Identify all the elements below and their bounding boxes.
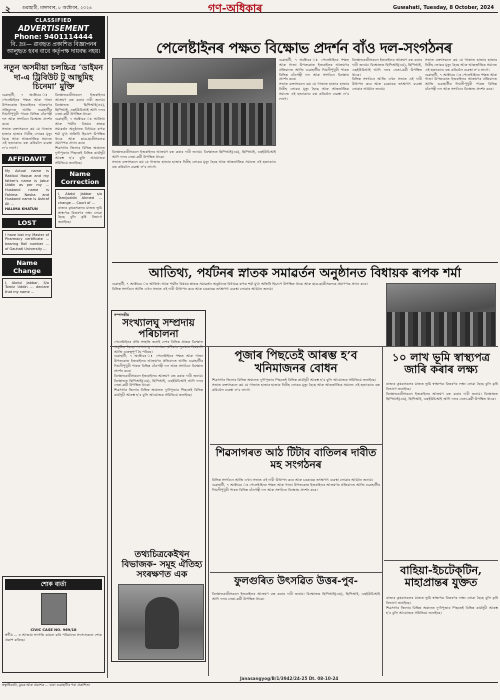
- main-story-body: গুৱাহাটী, ৭ অক্টোবৰ ঃ পেলেষ্টাইনৰ পক্ষত আৰু গাজা উপত্যকাত ইজৰাইলৰ আক্ৰমণৰ প্ৰতিবাদত আজি গুৱাহাটীৰ দিঘলীপুখুৰী পাৰত বিভিন্ন বাঁওপন্থী দল আৰু সংগঠনে বিক্ষোভ প্ৰদৰ্শন কৰে।: [279, 58, 349, 82]
- main-story-body-2: বিক্ষোভকাৰীসকলে ইজৰাইলৰ আক্ৰমণ বন্ধ কৰাৰ দাবী জনায়। বিক্ষোভত ছিপিআই(এম), ছিপিআই, এছইউচিআই আদি দলৰ নেতা-কৰ্মী উপস্থিত থাকে।: [352, 58, 422, 77]
- main-story-body-8: সভাত বক্তাসকলে কয় যে গাজাত হাজাৰ হাজাৰ নিৰীহ লোকৰ মৃত্যু হৈছে আৰু আন্তৰ্জাতিক সমাজে এই হত্যাকাণ্ড বন্ধ কৰিবলৈ ব্যৱস্থা ল’ব লাগে।: [112, 159, 276, 169]
- section-rule: [210, 572, 382, 573]
- classified-phone: Phone: 9401114444: [14, 33, 93, 41]
- obituary-head: শোক বাৰ্তা: [5, 579, 102, 590]
- editorial-subhead: তথ্যচিত্ৰকেইখন বিভাজক- সমূহ ঐতিহ্য সংৰক্ষণত এক: [121, 550, 203, 580]
- main-story-body-6: গুৱাহাটী, ৭ অক্টোবৰ ঃ পেলেষ্টাইনৰ পক্ষত আৰু গাজা উপত্যকাত ইজৰাইলৰ আক্ৰমণৰ প্ৰতিবাদত আজি গুৱাহাটীৰ দিঘলীপুখুৰী পাৰত বিভিন্ন বাঁওপন্থী দল আৰু সংগঠনে বিক্ষোভ প্ৰদৰ্শন কৰে।: [425, 72, 497, 92]
- left-story-body-4: গুৱাহাটী, ৭ অক্টোবৰ ঃ আতিথ্য আৰু পৰ্যটন বিষয়ৰ স্নাতক সমাৱৰ্তন অনুষ্ঠানত বিধায়ক ৰূপক শৰ্মা মুখ্য অতিথি হিচাপে উপস্থিত থাকে আৰু ছাত্ৰ-ছাত্ৰীসকলক প্ৰমাণপত্ৰ প্ৰদান কৰে।: [55, 117, 105, 146]
- editorial-body-4: শিৱসাগৰ জিলাৰ বিভিন্ন অঞ্চলত দুৰ্গাপূজাৰ পিছতেই বিভিন্ন কাৰ্যসূচী আৰম্ভ হ’ব বুলি আয়োজক সমিতিয়ে জনাইছে।: [114, 388, 203, 398]
- footer-imprint: [2, 682, 498, 698]
- name-correction-box: [55, 189, 105, 228]
- puja-story: [212, 378, 380, 393]
- main-story-body-3: সভাত বক্তাসকলে কয় যে গাজাত হাজাৰ হাজাৰ নিৰীহ লোকৰ মৃত্যু হৈছে আৰু আন্তৰ্জাতিক সমাজে এই হত্যাকাণ্ড বন্ধ কৰিবলৈ ব্যৱস্থা ল’ব লাগে।: [279, 82, 349, 101]
- left-story-headline: নতুন অসমীয়া চলচ্চিত্ৰ ‘ডাইমন দা-এ ট্ৰিবিউট টু আছুমিহ চিনেমা’ মুক্তি: [3, 62, 104, 91]
- name-correction-body: I, Abdul Jabbar s/o Tamijuddin Ahmed ... change ... Court of ...: [58, 191, 102, 206]
- editorial-body-3: বিক্ষোভকাৰীসকলে ইজৰাইলৰ আক্ৰমণ বন্ধ কৰাৰ দাবী জনায়। বিক্ষোভত ছিপিআই(এম), ছিপিআই, এছইউচিআই আদি দলৰ নেতা-কৰ্মী উপস্থিত থাকে।: [114, 373, 203, 388]
- lost-head: LOST: [2, 218, 52, 228]
- graduation-people: [387, 312, 495, 346]
- affidavit-head: AFFIDAVIT: [2, 154, 52, 164]
- section-rule: [210, 444, 382, 445]
- footer-reference: Janasangyog/B/1/3942/24-25 Dt. 08-10-24: [240, 676, 339, 681]
- protest-crowd: [113, 103, 275, 145]
- editorial-body-2: গুৱাহাটী, ৭ অক্টোবৰ ঃ পেলেষ্টাইনৰ পক্ষত আৰু গাজা উপত্যকাত ইজৰাইলৰ আক্ৰমণৰ প্ৰতিবাদত আজি গুৱাহাটীৰ দিঘলীপুখুৰী পাৰত বিভিন্ন বাঁওপন্থী দল আৰু সংগঠনে বিক্ষোভ প্ৰদৰ্শন কৰে।: [114, 354, 203, 373]
- second-story-text: [112, 282, 382, 292]
- classified-title: ADVERTISEMENT: [18, 24, 89, 33]
- main-story-col-1: [279, 58, 349, 102]
- puja-body-2: সভাত বক্তাসকলে কয় যে গাজাত হাজাৰ হাজাৰ নিৰীহ লোকৰ মৃত্যু হৈছে আৰু আন্তৰ্জাতিক সমাজে এই হত্যাকাণ্ড বন্ধ কৰিবলৈ ব্যৱস্থা ল’ব লাগে।: [212, 382, 380, 392]
- left-story-body-5: শিৱসাগৰ জিলাৰ বিভিন্ন অঞ্চলত দুৰ্গাপূজাৰ পিছতেই বিভিন্ন কাৰ্যসূচী আৰম্ভ হ’ব বুলি আয়োজক সমিতিয়ে জনাইছে।: [55, 146, 105, 165]
- portrait-figure: [145, 597, 179, 649]
- date-english: Guwahati, Tuesday, 8 October, 2024: [393, 5, 494, 11]
- protest-banner-2: [208, 79, 263, 89]
- bahiya-headline: বাহিয়া-ইচটেক্‌টিন, মাহাপ্ৰান্তৰ যুক্তত: [400, 564, 482, 590]
- lost-box: [2, 230, 52, 255]
- main-story-col-3: [425, 58, 497, 92]
- second-story-body: গুৱাহাটী, ৭ অক্টোবৰ ঃ আতিথ্য আৰু পৰ্যটন বিষয়ৰ স্নাতক সমাৱৰ্তন অনুষ্ঠানত বিধায়ক ৰূপক শৰ্মা মুখ্য অতিথি হিচাপে উপস্থিত থাকে আৰু ছাত্ৰ-ছাত্ৰীসকলক প্ৰমাণপত্ৰ প্ৰদান কৰে।: [112, 282, 368, 286]
- name-correction-body-2: ৰাজ্যৰ কৃষকসকলৰ মাজত ভূমি স্বাস্থ্যপত্ৰ বিতৰণৰ লক্ষ্য লোৱা হৈছে বুলি কৃষি বিভাগে জনাইছে।: [58, 205, 102, 224]
- obituary-body: স্বৰ্গীয় ... ৰ আত্মাৰ সদগতি কামনা কৰি পৰিয়ালৰ সদস্যসকলে শোক প্ৰকাশ কৰিছে।: [5, 632, 102, 642]
- obituary-photo: [41, 593, 67, 625]
- puja-headline: পূজাৰ পিছতেই আৰম্ভ হ’ব খনিমাজনৰ বোধন: [234, 348, 358, 375]
- soil-card-headline: ১০ লাখ ভূমি স্বাস্থ্যপত্ৰ জাৰি কৰাৰ লক্ষ্য: [392, 351, 490, 377]
- main-story-body-7: বিক্ষোভকাৰীসকলে ইজৰাইলৰ আক্ৰমণ বন্ধ কৰাৰ দাবী জনায়। বিক্ষোভত ছিপিআই(এম), ছিপিআই, এছইউচিআই আদি দলৰ নেতা-কৰ্মী উপস্থিত থাকে।: [112, 150, 276, 159]
- page-number: ২: [5, 5, 11, 15]
- footer-imprint-text: স্বত্বাধিকাৰী, মুদ্ৰক আৰু প্ৰকাশক ... দ্বাৰা গুৱাহাটীৰ পৰা প্ৰকাশিত।: [2, 683, 90, 687]
- protest-photo: [112, 58, 276, 146]
- classified-label: CLASSIFIED: [35, 18, 72, 24]
- protest-banner: [127, 83, 197, 95]
- classified-column: [2, 16, 105, 630]
- puja-body: শিৱসাগৰ জিলাৰ বিভিন্ন অঞ্চলত দুৰ্গাপূজাৰ পিছতেই বিভিন্ন কাৰ্যসূচী আৰম্ভ হ’ব বুলি আয়োজক সমিতিয়ে জনাইছে।: [212, 378, 376, 382]
- column-rule: [107, 16, 108, 678]
- brand-text: গণ-অধিকাৰ: [208, 2, 263, 15]
- editorial-label: সম্পাদকীয়: [114, 313, 130, 317]
- fulguri-headline: ফুলগুৰিত উৎসৱিত উত্তৰ-পুব-: [234, 576, 358, 587]
- bahiya-body: ৰাজ্যৰ কৃষকসকলৰ মাজত ভূমি স্বাস্থ্যপত্ৰ বিতৰণৰ লক্ষ্য লোৱা হৈছে বুলি কৃষি বিভাগে জনাইছে।: [386, 596, 498, 605]
- sivasagar-body: বিভিন্ন সংগঠনে আজি এখন সভাত এই দাবী উত্থাপন কৰে আৰু চৰকাৰক তৎক্ষণাৎ ব্যৱস্থা লোৱাৰ আহ্বান জনায়।: [212, 478, 373, 482]
- name-change-box: [2, 278, 52, 298]
- editorial-body: পেলেষ্টাইনৰ প্ৰতি সংহতি জনাই দেশৰ বিভিন্ন প্ৰান্তত বিক্ষোভ আজি গুৰুত্বপূৰ্ণ হৈ পৰিছে।: [114, 339, 203, 354]
- second-headline: আতিথ্য, পৰ্যটনৰ স্নাতক সমাৱৰ্তন অনুষ্ঠানত বিধায়ক ৰূপক শৰ্মা: [112, 262, 498, 285]
- left-story-body-2: সভাত বক্তাসকলে কয় যে গাজাত হাজাৰ হাজাৰ নিৰীহ লোকৰ মৃত্যু হৈছে আৰু আন্তৰ্জাতিক সমাজে এই হত্যাকাণ্ড বন্ধ কৰিবলৈ ব্যৱস্থা ল’ব লাগে।: [2, 126, 52, 151]
- portrait-photo: [118, 584, 204, 660]
- affidavit-sign: HALIMA KHATUN: [5, 206, 38, 211]
- bahiya-body-2: শিৱসাগৰ জিলাৰ বিভিন্ন অঞ্চলত দুৰ্গাপূজাৰ পিছতেই বিভিন্ন কাৰ্যসূচী আৰম্ভ হ’ব বুলি আয়োজক সমিতিয়ে জনাইছে।: [386, 605, 498, 615]
- left-story-body: গুৱাহাটী, ৭ অক্টোবৰ ঃ পেলেষ্টাইনৰ পক্ষত আৰু গাজা উপত্যকাত ইজৰাইলৰ আক্ৰমণৰ প্ৰতিবাদত আজি গুৱাহাটীৰ দিঘলীপুখুৰী পাৰত বিভিন্ন বাঁওপন্থী দল আৰু সংগঠনে বিক্ষোভ প্ৰদৰ্শন কৰে।: [2, 93, 52, 127]
- main-story-col-2: [352, 58, 422, 92]
- obituary-caption: CIVIC CASE NO. 969/18: [30, 628, 77, 632]
- main-headline: পেলেষ্টাইনৰ পক্ষত বিক্ষোভ প্ৰদৰ্শন বাঁও দল-সংগঠনৰ: [156, 40, 452, 57]
- main-story-body-5: সভাত বক্তাসকলে কয় যে গাজাত হাজাৰ হাজাৰ নিৰীহ লোকৰ মৃত্যু হৈছে আৰু আন্তৰ্জাতিক সমাজে এই হত্যাকাণ্ড বন্ধ কৰিবলৈ ব্যৱস্থা ল’ব লাগে।: [425, 58, 497, 72]
- name-correction-head: Name Correction: [55, 169, 105, 187]
- masthead: [2, 2, 498, 13]
- soil-card-body: ৰাজ্যৰ কৃষকসকলৰ মাজত ভূমি স্বাস্থ্যপত্ৰ বিতৰণৰ লক্ষ্য লোৱা হৈছে বুলি কৃষি বিভাগে জনাইছে।: [386, 382, 498, 391]
- soil-card-body-2: বিক্ষোভকাৰীসকলে ইজৰাইলৰ আক্ৰমণ বন্ধ কৰাৰ দাবী জনায়। বিক্ষোভত ছিপিআই(এম), ছিপিআই, এছইউচিআই আদি দলৰ নেতা-কৰ্মী উপস্থিত থাকে।: [386, 391, 498, 401]
- sivasagar-headline: শিৱসাগৰত আঠ টিটাব বাতিলৰ দাবীত মহ সংগঠনৰ: [215, 447, 377, 471]
- name-change-head: Name Change: [2, 258, 52, 276]
- lost-body: I have lost my Master of Pharmacy certificate ... bearing Roll number ... of Gauhati University ...: [5, 232, 49, 251]
- left-story-body-3: বিক্ষোভকাৰীসকলে ইজৰাইলৰ আক্ৰমণ বন্ধ কৰাৰ দাবী জনায়। বিক্ষোভত ছিপিআই(এম), ছিপিআই, এছইউচিআই আদি দলৰ নেতা-কৰ্মী উপস্থিত থাকে।: [55, 93, 105, 117]
- sivasagar-story: [212, 478, 380, 493]
- name-change-body: I, Abdul Jabbar, S/o Tomiz Uddin ... declare that my name ...: [5, 280, 49, 294]
- main-story-body-4: বিভিন্ন সংগঠনে আজি এখন সভাত এই দাবী উত্থাপন কৰে আৰু চৰকাৰক তৎক্ষণাৎ ব্যৱস্থা লোৱাৰ আহ্বান জনায়।: [352, 77, 422, 92]
- graduation-photo: [386, 283, 496, 347]
- bahiya-story: [386, 596, 498, 615]
- fulguri-story: [212, 592, 380, 602]
- affidavit-body: My Actual name is Rakibul Hoque and my father's name is Jabur Uddin as per my ... Husband name is Fahima Nesha and Husband name is Ashraf Ali ...: [5, 169, 49, 207]
- main-story-lower: [112, 150, 276, 169]
- classified-note: বি. দ্ৰঃ— ৱাবহৃত প্ৰকাশিত বিজ্ঞাপনৰ আলুহৃত হবৰ বাবে কৰ্তৃপক্ষ দায়বদ্ধ নহয়।: [6, 42, 101, 56]
- sivasagar-body-2: গুৱাহাটী, ৭ অক্টোবৰ ঃ পেলেষ্টাইনৰ পক্ষত আৰু গাজা উপত্যকাত ইজৰাইলৰ আক্ৰমণৰ প্ৰতিবাদত আজি গুৱাহাটীৰ দিঘলীপুখুৰী পাৰত বিভিন্ন বাঁওপন্থী দল আৰু সংগঠনে বিক্ষোভ প্ৰদৰ্শন কৰে।: [212, 482, 380, 492]
- soil-card-story: [386, 382, 498, 401]
- obituary-box: [2, 576, 105, 673]
- affidavit-box: [2, 166, 52, 214]
- section-rule: [110, 346, 498, 347]
- column-rule: [382, 346, 383, 676]
- editorial-title: সংখ্যালঘু সম্প্ৰদায় পৰিচালনা: [122, 317, 195, 340]
- column-rule: [208, 346, 209, 676]
- fulguri-body: বিক্ষোভকাৰীসকলে ইজৰাইলৰ আক্ৰমণ বন্ধ কৰাৰ দাবী জনায়। বিক্ষোভত ছিপিআই(এম), ছিপিআই, এছইউচিআই আদি দলৰ নেতা-কৰ্মী উপস্থিত থাকে।: [212, 592, 380, 601]
- second-story-body-2: বিভিন্ন সংগঠনে আজি এখন সভাত এই দাবী উত্থাপন কৰে আৰু চৰকাৰক তৎক্ষণাৎ ব্যৱস্থা লোৱাৰ আহ্বান জনায়।: [112, 286, 273, 291]
- newspaper-logo: [208, 0, 262, 19]
- classified-banner: [2, 16, 105, 59]
- date-assamese: গুৱাহাটী, মঙ্গলবাৰ, ৮ অক্টোবৰ, ২০২৪: [22, 6, 92, 11]
- section-rule: [384, 560, 498, 561]
